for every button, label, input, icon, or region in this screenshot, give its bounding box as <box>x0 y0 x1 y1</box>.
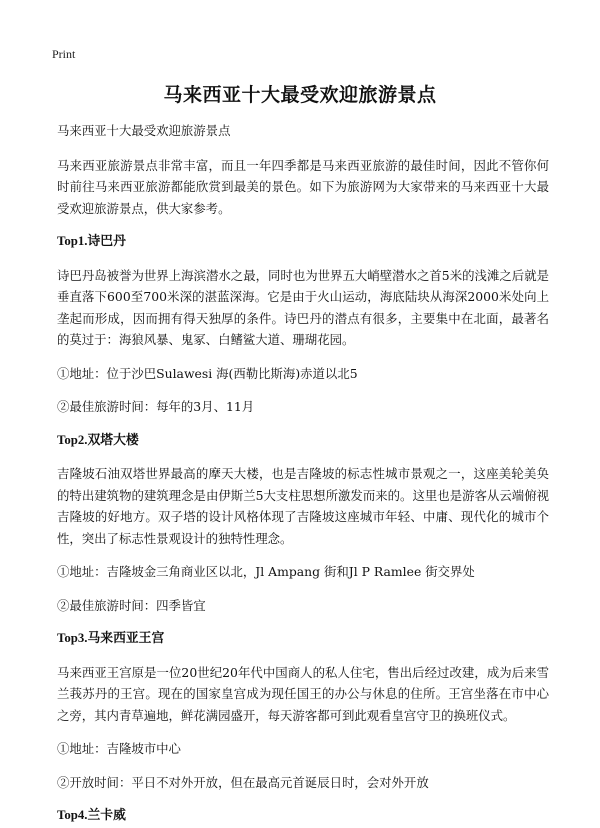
section-heading-top4 <box>57 805 549 827</box>
section-heading-top3 <box>57 628 549 650</box>
page-title: 马来西亚十大最受欢迎旅游景点 <box>163 84 437 106</box>
section-time-top2: ②最佳旅游时间：四季皆宜 <box>57 597 206 613</box>
section-body-top1: 诗巴丹岛被誉为世界上海滨潜水之最，同时也为世界五大峭壁潜水之首5米的浅滩之后就是垂直落下600至700米深的湛蓝深海。它是由于火山运动，海底陆块从海深2000米处向上垄起而形成，因而拥有得天独厚的条件。诗巴丹的潜点有很多，主要集中在北面，最著名的莫过于：海狼风暴、鬼冢、白鳍鲨大道、珊瑚花园。 <box>57 267 549 347</box>
print-link[interactable]: Print <box>52 47 76 61</box>
section-address-top1: ①地址：位于沙巴Sulawesi 海(西勒比斯海)赤道以北5 <box>57 365 358 381</box>
section-heading-top2 <box>57 430 549 452</box>
article-body <box>57 120 549 828</box>
section-heading-name: 诗巴丹 <box>87 234 126 249</box>
section-heading-number: Top2. <box>57 432 88 447</box>
intro-paragraph: 马来西亚旅游景点非常丰富，而且一年四季都是马来西亚旅游的最佳时间，因此不管你何时前往马来西亚旅游都能欣赏到最美的景色。如下为旅游网为大家带来的马来西亚十大最受欢迎旅游景点，供大家参考。 <box>57 157 549 216</box>
section-time-top3: ②开放时间：平日不对外开放，但在最高元首诞辰日时，会对外开放 <box>57 774 429 790</box>
section-time-top1: ②最佳旅游时间：每年的3月、11月 <box>57 399 255 414</box>
section-body-top3: 马来西亚王宫原是一位20世纪20年代中国商人的私人住宅，售出后经过改建，成为后来雪兰莪苏丹的王宫。现在的国家皇宫成为现任国王的办公与休息的住所。王宫坐落在市中心之旁，其内青草遍地，鲜花满园盛开，每天游客都可到此观看皇宫守卫的换班仪式。 <box>57 664 549 723</box>
section-heading-number: Top1. <box>57 234 88 248</box>
section-heading-top1 <box>57 231 549 253</box>
section-heading-name: 马来西亚王宫 <box>87 631 165 646</box>
section-heading-name: 兰卡威 <box>87 808 126 823</box>
section-heading-number: Top4. <box>57 808 88 822</box>
section-heading-name: 双塔大楼 <box>87 432 139 448</box>
section-address-top2: ①地址：吉隆坡金三角商业区以北，Jl Ampang 街和Jl P Ramlee 街交界处 <box>57 564 475 579</box>
section-heading-number: Top3. <box>57 631 88 645</box>
article-subtitle: 马来西亚十大最受欢迎旅游景点 <box>57 123 231 138</box>
section-address-top3: ①地址：吉隆坡市中心 <box>57 741 181 756</box>
section-body-top2: 吉隆坡石油双塔世界最高的摩天大楼，也是吉隆坡的标志性城市景观之一，这座美轮美奂的特出建筑物的建筑理念是由伊斯兰5大支柱思想所激发而来的。这里也是游客从云端俯视吉隆坡的好地方。双子塔的设计风格体现了吉隆坡这座城市年轻、中庸、现代化的城市个性，突出了标志性景观设计的独特性理念。 <box>57 466 549 546</box>
